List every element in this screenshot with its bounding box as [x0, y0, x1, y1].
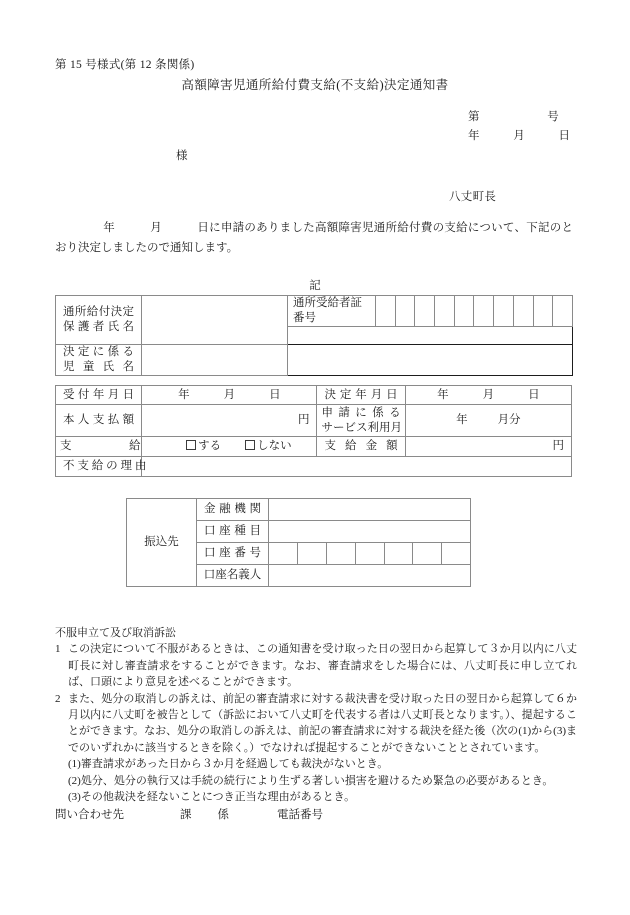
account-number-digit-cell[interactable] [413, 543, 442, 565]
certificate-digit-cell[interactable] [435, 296, 455, 327]
certificate-digit-cell[interactable] [415, 296, 435, 327]
guardian-name-label-line2: 保 護 者 氏 名 [63, 321, 134, 333]
legal-item-2 [55, 691, 577, 757]
service-month-label [317, 405, 405, 437]
day-label: 日 [558, 130, 570, 142]
certificate-digit-cell[interactable] [494, 296, 514, 327]
certificate-digit-cell[interactable] [474, 296, 494, 327]
table-row [56, 386, 572, 405]
legal-notice-section [55, 625, 577, 805]
legal-subitem-1: (1)審査請求があった日から３か月を経過しても裁決がないとき。 [68, 758, 389, 771]
notification-body [55, 218, 573, 258]
payment-no-label: しない [257, 440, 292, 452]
nonpayment-reason-value[interactable] [142, 457, 572, 477]
year-label: 年 [468, 130, 480, 142]
self-payment-label: 本 人 支 払 額 [56, 405, 142, 437]
certificate-digit-cell[interactable] [454, 296, 474, 327]
payment-amount-value[interactable] [405, 437, 571, 457]
payment-amount-unit: 円 [552, 440, 564, 452]
child-name-label-line2: 児 童 氏 名 [63, 361, 134, 373]
decision-month-label: 月 [482, 388, 495, 401]
notification-body-text: 年 月 日に申請のありました高額障害児通所給付費の支給について、下記のとおり決定しましたので通知します。 [55, 222, 573, 254]
contact-phone-label: 電話番号 [277, 809, 323, 821]
decision-date-label: 決 定 年 月 日 [317, 386, 405, 405]
account-type-label: 口 座 種 目 [197, 521, 269, 543]
receipt-year-label: 年 [178, 388, 190, 401]
service-month-year-label: 年 [456, 414, 468, 426]
bank-transfer-table [126, 498, 471, 587]
document-number-line [468, 108, 559, 124]
table-row [56, 457, 572, 477]
service-month-monthly-label: 月分 [497, 414, 521, 426]
account-holder-label: 口座名義人 [197, 565, 269, 587]
contact-section-label: 課 [180, 809, 192, 821]
contact-line [55, 806, 323, 822]
receipt-month-label: 月 [223, 388, 236, 401]
payment-no-option[interactable] [245, 439, 292, 454]
checkbox-icon[interactable] [245, 440, 255, 450]
issue-date-line [468, 127, 570, 143]
certificate-digit-cell[interactable] [533, 296, 553, 327]
certificate-number-label [288, 296, 376, 327]
month-label: 月 [513, 130, 525, 142]
account-number-digit-cell[interactable] [297, 543, 326, 565]
decision-date-value[interactable] [405, 386, 571, 405]
issuer-title: 八丈町長 [449, 191, 497, 203]
ki-mark: 記 [309, 280, 321, 292]
table-row [56, 296, 573, 327]
service-month-value[interactable] [405, 405, 571, 437]
decision-table [55, 385, 572, 477]
guardian-name-label-line1: 通所給付決定 [63, 306, 134, 318]
decision-day-label: 日 [528, 388, 540, 401]
child-name-label-line1: 決 定 に 係 る [63, 346, 134, 358]
account-type-value[interactable] [269, 521, 471, 543]
payment-yes-option[interactable] [186, 439, 221, 454]
decision-year-label: 年 [437, 388, 449, 401]
number-prefix-label: 第 [468, 111, 480, 123]
addressee-honorific: 様 [176, 150, 188, 162]
institution-value[interactable] [269, 499, 471, 521]
payment-options[interactable] [142, 437, 317, 457]
legal-subitem-2: (2)処分、処分の執行又は手続の続行により生ずる著しい損害を避けるため緊急の必要があるとき。 [68, 774, 554, 787]
guardian-name-label [56, 296, 142, 345]
service-month-label-line1: 申 請 に 係 る [321, 406, 401, 419]
contact-label: 問い合わせ先 [55, 809, 124, 821]
nonpayment-reason-label: 不 支 給 の 理 由 [56, 457, 142, 477]
child-name-label [56, 345, 142, 376]
receipt-day-label: 日 [269, 388, 281, 401]
form-number: 第 15 号様式(第 12 条関係) [55, 59, 195, 71]
guardian-name-value[interactable] [142, 296, 288, 345]
transfer-destination-label: 振込先 [127, 499, 197, 587]
certificate-digit-cell[interactable] [553, 296, 573, 327]
institution-label: 金 融 機 関 [197, 499, 269, 521]
legal-heading: 不服申立て及び取消訴訟 [55, 627, 176, 639]
table-row [127, 499, 471, 521]
account-number-label: 口 座 番 号 [197, 543, 269, 565]
number-suffix-label: 号 [547, 111, 559, 123]
certificate-row-spacer [288, 327, 573, 345]
legal-item-1-text: この決定について不服があるときは、この通知書を受け取った日の翌日から起算して３か月以内に八丈町長に対し審査請求をすることができます。なお、審査請求をした場合には、八丈町長に申し立てれば、口頭により意見を述べることができます。 [68, 643, 577, 689]
legal-item-2-text: また、処分の取消しの訴えは、前記の審査請求に対する裁決書を受け取った日の翌日から起算して６か月以内に八丈町を被告として（訴訟において八丈町を代表する者は八丈町長となります。）、提起することができます。なお、処分の取消しの訴えは、前記の審査請求に対する裁決を経た後（次の(1)から(3)までのいずれかに該当するときを除く。）でなければ提起することができないこととされています。 [68, 692, 577, 754]
legal-item-2-number: 2 [55, 692, 61, 705]
document-title: 高額障害児通所給付費支給(不支給)決定通知書 [181, 78, 449, 92]
account-number-digit-cell[interactable] [269, 543, 298, 565]
checkbox-icon[interactable] [186, 440, 196, 450]
receipt-date-value[interactable] [142, 386, 317, 405]
payment-label: 支 給 [56, 437, 142, 457]
receipt-date-label: 受 付 年 月 日 [56, 386, 142, 405]
certificate-number-label-line1: 通所受給者証 [293, 297, 362, 309]
payment-yes-label: する [198, 440, 222, 452]
account-number-digit-cell[interactable] [442, 543, 471, 565]
legal-subitem-3: (3)その他裁決を経ないことにつき正当な理由があるとき。 [68, 791, 356, 804]
certificate-digit-cell[interactable] [376, 296, 396, 327]
self-payment-unit: 円 [297, 414, 310, 426]
account-holder-value[interactable] [269, 565, 471, 587]
service-month-label-line2: サービス利用月 [321, 421, 402, 434]
self-payment-value[interactable] [142, 405, 317, 437]
legal-item-1-number: 1 [55, 643, 61, 656]
account-number-digit-cell[interactable] [326, 543, 355, 565]
account-number-digit-cell[interactable] [355, 543, 384, 565]
table-row [56, 345, 573, 376]
certificate-number-label-line2: 番号 [293, 312, 316, 324]
child-row-spacer [288, 345, 573, 376]
certificate-digit-cell[interactable] [513, 296, 533, 327]
recipient-table [55, 295, 573, 376]
certificate-digit-cell[interactable] [395, 296, 415, 327]
payment-amount-label: 支 給 金 額 [317, 437, 405, 457]
account-number-digit-cell[interactable] [384, 543, 413, 565]
legal-item-1 [55, 641, 577, 690]
table-row [56, 405, 572, 437]
child-name-value[interactable] [142, 345, 288, 376]
contact-subsection-label: 係 [217, 809, 229, 821]
table-row [56, 437, 572, 457]
